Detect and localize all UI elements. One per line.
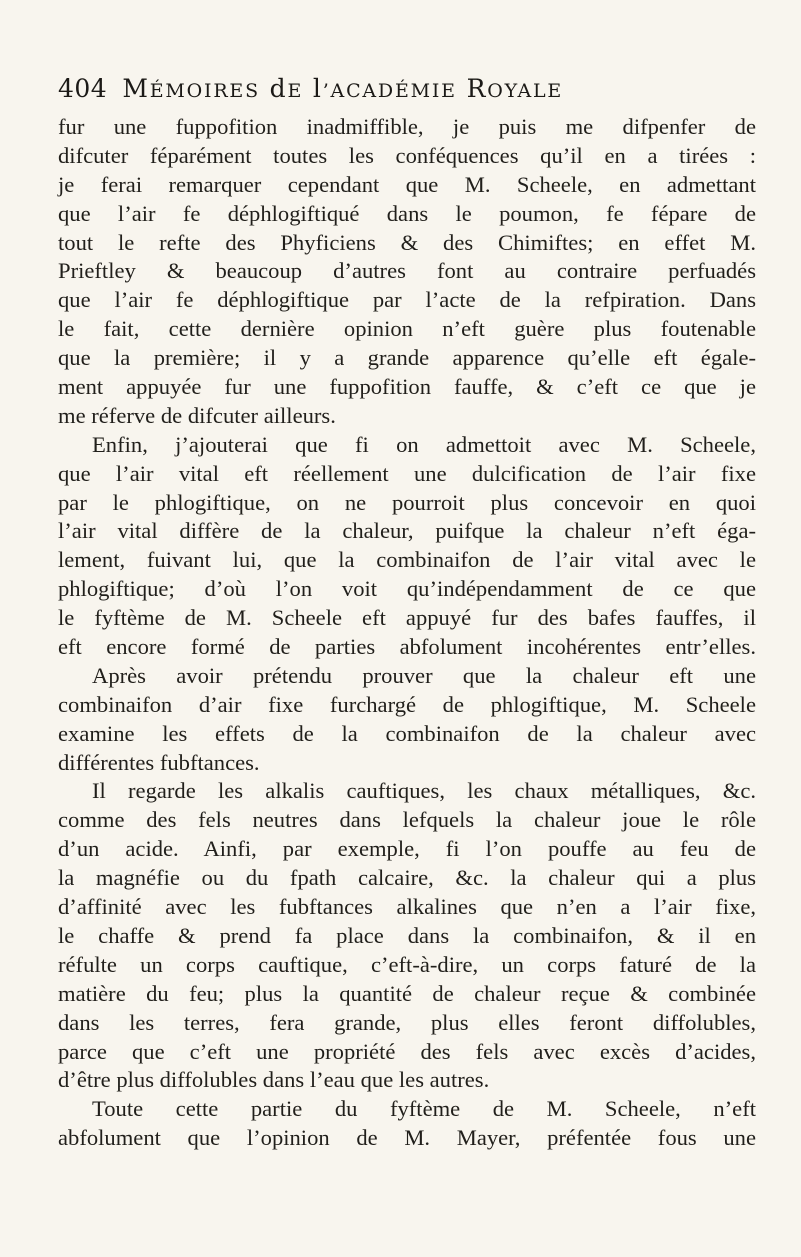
- text-line: que l’air fe déphlogiftiqué dans le poumon, fe fépare de: [58, 200, 756, 226]
- running-title-word: l’ACADÉMIE: [312, 74, 457, 103]
- text-line: que l’air vital eft réellement une dulcification de l’air fixe: [58, 460, 756, 486]
- text-line: abfolument que l’opinion de M. Mayer, préfentée fous une: [58, 1125, 756, 1151]
- text-line: difcuter féparément toutes les conféquences qu’il en a tirées :: [58, 142, 756, 168]
- text-line: l’air vital diffère de la chaleur, puifque la chaleur n’eft éga-: [58, 518, 756, 544]
- text-line: me réferve de difcuter ailleurs.: [58, 402, 336, 428]
- text-line: parce que c’eft une propriété des fels avec excès d’acides,: [58, 1038, 756, 1064]
- text-line: ment appuyée fur une fuppofition fauffe, & c’eft ce que je: [58, 374, 756, 400]
- text-line: combinaifon d’air fixe furchargé de phlogiftique, M. Scheele: [58, 691, 756, 717]
- text-line: la magnéfie ou du fpath calcaire, &c. la chaleur qui a plus: [58, 865, 756, 891]
- text-line: d’être plus diffolubles dans l’eau que les autres.: [58, 1067, 490, 1093]
- text-line: Toute cette partie du fyftème de M. Scheele, n’eft: [92, 1096, 756, 1122]
- text-line: comme des fels neutres dans lefquels la chaleur joue le rôle: [58, 807, 756, 833]
- text-line: que l’air fe déphlogiftique par l’acte de la refpiration. Dans: [58, 287, 756, 313]
- text-line: matière du feu; plus la quantité de chaleur reçue & combinée: [58, 980, 756, 1006]
- text-line: le fait, cette dernière opinion n’eft guère plus foutenable: [58, 316, 756, 342]
- text-line: réfulte un corps cauftique, c’eft-à-dire, un corps faturé de la: [58, 951, 756, 977]
- text-line: Il regarde les alkalis cauftiques, les chaux métalliques, &c.: [92, 778, 756, 804]
- text-line: je ferai remarquer cependant que M. Scheele, en admettant: [58, 171, 756, 197]
- text-line: le chaffe & prend fa place dans la combinaifon, & il en: [58, 922, 756, 948]
- text-line: tout le refte des Phyficiens & des Chimiftes; en effet M.: [58, 229, 756, 255]
- body-text: [58, 113, 756, 1153]
- text-line: fur une fuppofition inadmiffible, je puis me difpenfer de: [58, 114, 756, 139]
- text-line: examine les effets de la combinaifon de la chaleur avec: [58, 720, 756, 746]
- running-title-word: dE: [269, 74, 304, 103]
- running-title: [122, 74, 563, 103]
- running-title-word: MÉMOIRES: [122, 74, 260, 103]
- text-line: le fyftème de M. Scheele eft appuyé fur des bafes fauffes, il: [58, 605, 756, 631]
- text-line: d’un acide. Ainfi, par exemple, fi l’on pouffe au feu de: [58, 836, 756, 862]
- text-line: eft encore formé de parties abfolument incohérentes entr’elles.: [58, 634, 756, 660]
- text-line: Après avoir prétendu prouver que la chaleur eft une: [92, 662, 756, 688]
- running-title-word: ROYALE: [466, 74, 564, 103]
- text-line: par le phlogiftique, on ne pourroit plus concevoir en quoi: [58, 489, 756, 515]
- text-line: que la première; il y a grande apparence qu’elle eft égale-: [58, 345, 756, 371]
- page-number: 404: [58, 74, 108, 103]
- text-line: dans les terres, fera grande, plus elles feront diffolubles,: [58, 1009, 756, 1035]
- text-line: d’affinité avec les fubftances alkalines que n’en a l’air fixe,: [58, 894, 756, 920]
- text-line: Prieftley & beaucoup d’autres font au contraire perfuadés: [58, 258, 756, 284]
- text-line: Enfin, j’ajouterai que fi on admettoit avec M. Scheele,: [92, 431, 756, 457]
- text-line: différentes fubftances.: [58, 749, 260, 775]
- page-header: [58, 74, 758, 110]
- text-line: lement, fuivant lui, que la combinaifon de l’air vital avec le: [58, 547, 756, 573]
- text-line: phlogiftique; d’où l’on voit qu’indépendamment de ce que: [58, 576, 756, 602]
